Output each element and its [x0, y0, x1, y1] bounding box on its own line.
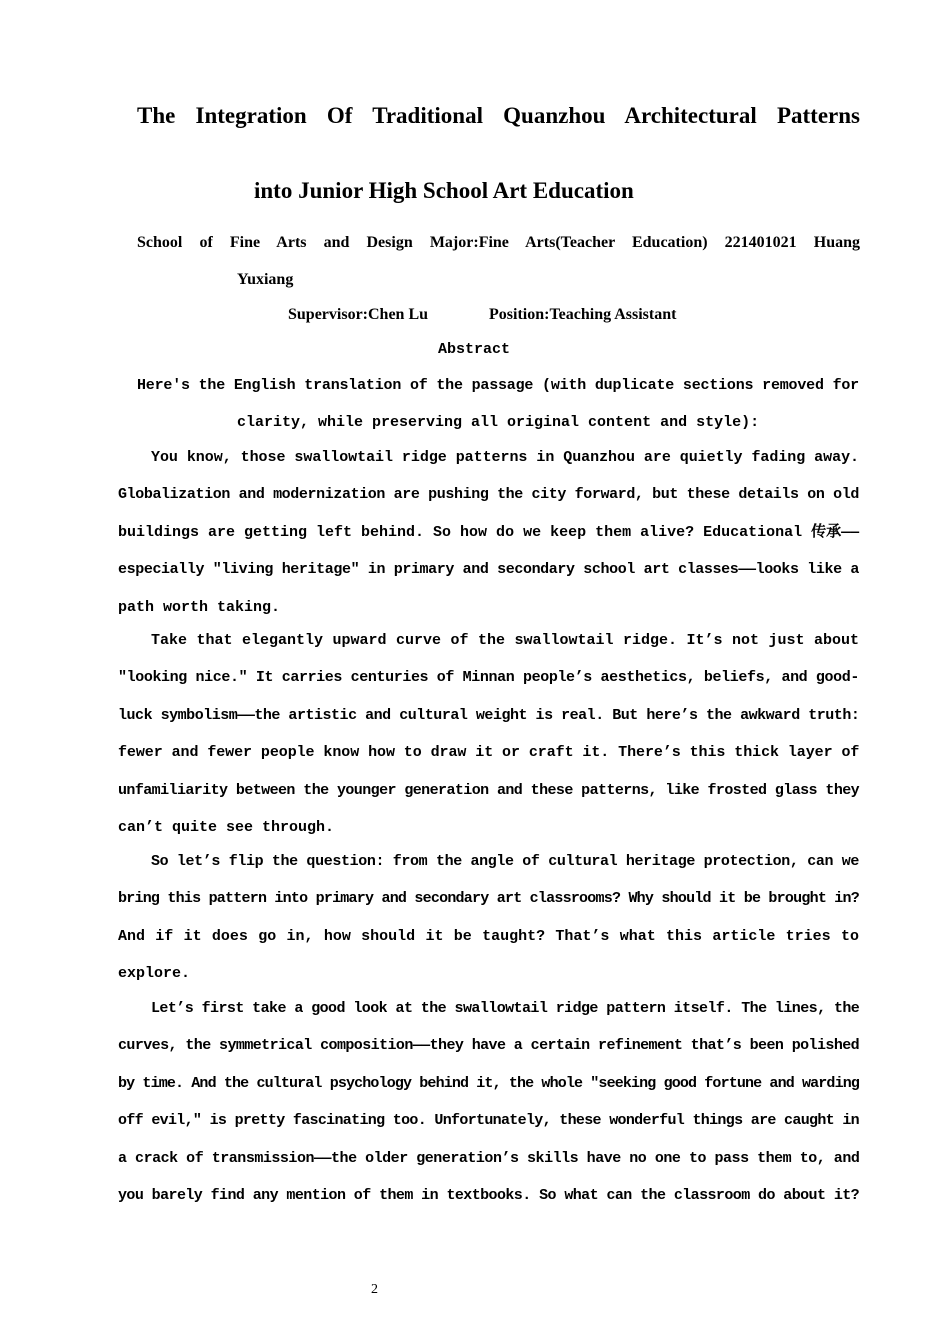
paragraph-line: bring this pattern into primary and secondary art classrooms? Why should it be brought in?	[118, 890, 859, 908]
supervisor-label: Supervisor:Chen Lu	[288, 306, 429, 323]
paragraph-line: a crack of transmission——the older generation’s skills have no one to pass them to, and	[118, 1149, 860, 1167]
abstract-heading: Abstract	[438, 341, 511, 358]
position-label: Position:Teaching Assistant	[489, 306, 677, 323]
paragraph-line: off evil," is pretty fascinating too. Unfortunately, these wonderful things are caught in	[118, 1112, 859, 1130]
page-number: 2	[371, 1282, 378, 1297]
paragraph-line: you barely find any mention of them in textbooks. So what can the classroom do about it?	[118, 1186, 860, 1204]
paragraph-line: Take that elegantly upward curve of the swallowtail ridge. It’s not just about	[151, 632, 859, 649]
paragraph-line: You know, those swallowtail ridge patterns in Quanzhou are quietly fading away.	[151, 449, 859, 466]
paragraph-line: path worth taking.	[118, 598, 281, 616]
author-affiliation-line-1: School of Fine Arts and Design Major:Fine Arts(Teacher Education) 221401021 Huang	[137, 234, 860, 251]
paper-title-line-1: The Integration Of Traditional Quanzhou Architectural Patterns	[137, 103, 860, 128]
paragraph-line: fewer and fewer people know how to draw it or craft it. There’s this thick layer of	[118, 744, 860, 762]
abstract-paragraph-4	[118, 999, 859, 1223]
paragraph-line: Let’s first take a good look at the swallowtail ridge pattern itself. The lines, the	[151, 1000, 860, 1017]
abstract-paragraph-3	[118, 852, 859, 1002]
author-affiliation-line-2: Yuxiang	[237, 271, 294, 288]
paragraph-line: buildings are getting left behind. So how do we keep them alive? Educational 传承——	[118, 523, 860, 541]
paper-title-line-2: into Junior High School Art Education	[254, 178, 634, 203]
paragraph-line: can’t quite see through.	[118, 818, 335, 836]
paragraph-line: luck symbolism——the artistic and cultural weight is real. But here’s the awkward truth:	[118, 706, 860, 724]
paragraph-line: unfamiliarity between the younger generation and these patterns, like frosted glass they	[118, 781, 860, 799]
paragraph-line: Globalization and modernization are pushing the city forward, but these details on old	[118, 486, 859, 504]
translation-note-line-2: clarity, while preserving all original content and style):	[237, 414, 760, 431]
abstract-paragraph-1	[118, 448, 859, 635]
paragraph-line: especially "living heritage" in primary and secondary school art classes——looks like a	[118, 561, 859, 579]
paragraph-line: And if it does go in, how should it be taught? That’s what this article tries to	[118, 927, 859, 945]
paragraph-line: curves, the symmetrical composition——they have a certain refinement that’s been polished	[118, 1037, 860, 1055]
paragraph-line: So let’s flip the question: from the angle of cultural heritage protection, can we	[151, 853, 859, 870]
paragraph-line: "looking nice." It carries centuries of Minnan people’s aesthetics, beliefs, and good-	[118, 669, 859, 687]
abstract-paragraph-2	[118, 631, 859, 855]
paragraph-line: by time. And the cultural psychology behind it, the whole "seeking good fortune and warding	[118, 1074, 859, 1092]
translation-note-line-1: Here's the English translation of the passage (with duplicate sections removed for	[137, 377, 859, 394]
paragraph-line: explore.	[118, 965, 191, 983]
